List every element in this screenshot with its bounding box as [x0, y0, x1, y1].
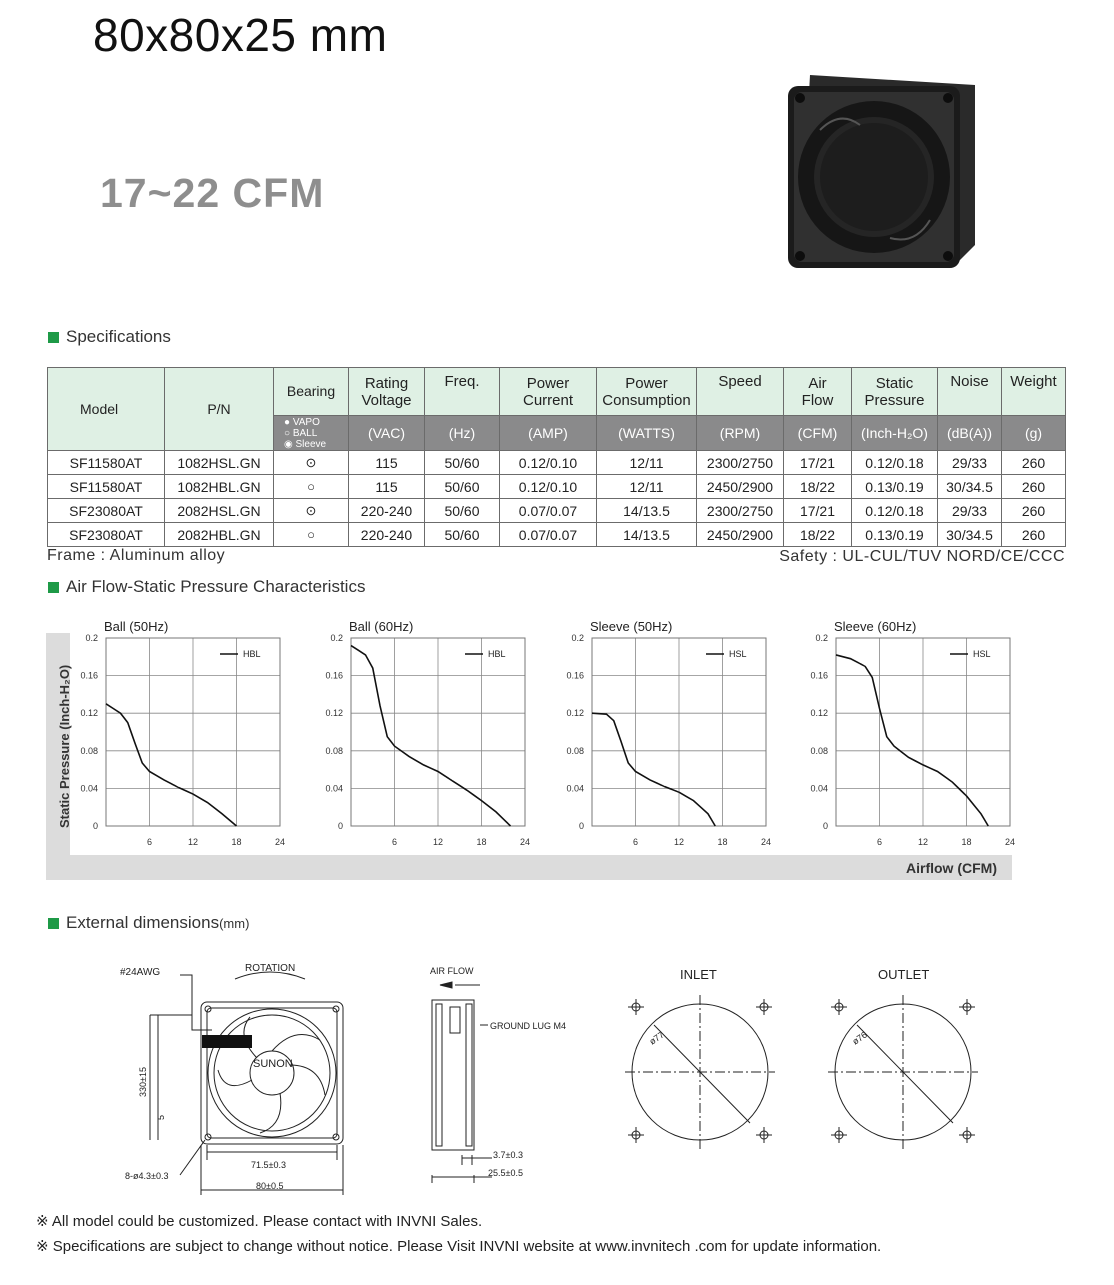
cell-model: SF23080AT: [48, 499, 165, 523]
unit-voltage: (VAC): [349, 416, 425, 451]
x-tick-label: 6: [876, 837, 883, 847]
legend-label: HSL: [729, 649, 747, 659]
cell-model: SF11580AT: [48, 451, 165, 475]
footnote-customize: ※ All model could be customized. Please contact with INVNI Sales.: [36, 1213, 483, 1230]
cell-current: 0.12/0.10: [500, 451, 597, 475]
brand-label: SUNON: [253, 1058, 293, 1070]
unit-airflow: (CFM): [784, 416, 852, 451]
y-tick-label: 0.12: [810, 708, 828, 719]
flange-label: 3.7±0.3: [493, 1150, 523, 1160]
lead-label: 330±15: [138, 1067, 148, 1097]
cell-power: 12/11: [597, 451, 697, 475]
y-tick-label: 0.16: [325, 670, 343, 681]
cell-voltage: 220-240: [349, 499, 425, 523]
cell-freq: 50/60: [425, 451, 500, 475]
x-tick-label: 12: [673, 837, 685, 847]
cell-pressure: 0.13/0.19: [852, 523, 938, 547]
x-tick-label: 6: [391, 837, 398, 847]
cell-weight: 260: [1002, 523, 1066, 547]
rotation-label: ROTATION: [245, 963, 296, 974]
cell-bearing: ○: [274, 523, 349, 547]
cell-airflow: 18/22: [784, 475, 852, 499]
cell-airflow: 17/21: [784, 451, 852, 475]
outlet-label: OUTLET: [878, 967, 930, 982]
x-tick-label: 18: [961, 837, 972, 847]
header-pressure: Static Pressure: [852, 368, 938, 416]
y-tick-label: 0.04: [325, 783, 343, 794]
y-tick-label: 0.08: [80, 745, 98, 756]
y-tick-label: 0.12: [80, 708, 98, 719]
pitch-label: 71.5±0.3: [251, 1160, 286, 1170]
y-tick-label: 0.16: [80, 670, 98, 681]
y-axis-label: Static Pressure (Inch-H₂O): [57, 664, 72, 828]
y-tick-label: 0.08: [325, 745, 343, 756]
series-line: [351, 646, 511, 826]
cell-power: 14/13.5: [597, 499, 697, 523]
cell-weight: 260: [1002, 451, 1066, 475]
cell-pn: 1082HBL.GN: [165, 475, 274, 499]
cell-noise: 29/33: [938, 451, 1002, 475]
section-specifications: Specifications: [48, 327, 171, 347]
cell-airflow: 17/21: [784, 499, 852, 523]
cell-model: SF23080AT: [48, 523, 165, 547]
y-tick-label: 0.16: [810, 670, 828, 681]
inlet-view: [625, 995, 775, 1150]
cell-pn: 1082HSL.GN: [165, 451, 274, 475]
y-tick-label: 0.2: [330, 633, 343, 643]
front-view: [150, 972, 343, 1195]
label-strip: [202, 1035, 252, 1048]
cfm-range: 17~22 CFM: [100, 170, 325, 216]
y-tick-label: 0.12: [566, 708, 584, 719]
y-tick-label: 0.04: [566, 783, 584, 794]
x-tick-label: 6: [632, 837, 639, 847]
cell-current: 0.07/0.07: [500, 523, 597, 547]
header-weight: Weight: [1002, 368, 1066, 416]
y-tick-label: 0.08: [810, 745, 828, 756]
green-square-icon: [48, 582, 59, 593]
series-line: [106, 704, 237, 826]
airflow-direction-label: AIR FLOW: [430, 966, 474, 976]
unit-freq: (Hz): [425, 416, 500, 451]
cell-pn: 2082HSL.GN: [165, 499, 274, 523]
y-tick-label: 0: [578, 821, 584, 831]
header-voltage: Rating Voltage: [349, 368, 425, 416]
size-label: 80±0.5: [256, 1181, 284, 1191]
cell-noise: 30/34.5: [938, 523, 1002, 547]
cell-pn: 2082HBL.GN: [165, 523, 274, 547]
cell-pressure: 0.12/0.18: [852, 499, 938, 523]
cell-speed: 2300/2750: [697, 451, 784, 475]
x-tick-label: 24: [519, 837, 531, 847]
cell-freq: 50/60: [425, 475, 500, 499]
header-freq: Freq.: [425, 368, 500, 416]
x-tick-label: 12: [917, 837, 929, 847]
x-tick-label: 18: [717, 837, 728, 847]
inlet-dia-label: ø77: [647, 1029, 666, 1047]
specs-table: [47, 367, 1066, 547]
series-line: [592, 713, 715, 826]
x-tick-label: 12: [432, 837, 444, 847]
cell-airflow: 18/22: [784, 523, 852, 547]
section-airflow: Air Flow-Static Pressure Characteristics: [48, 577, 365, 597]
cell-current: 0.07/0.07: [500, 499, 597, 523]
frame-note: Frame : Aluminum alloy: [47, 547, 226, 564]
cell-noise: 29/33: [938, 499, 1002, 523]
ground-lug-label: GROUND LUG M4: [490, 1021, 567, 1031]
y-tick-label: 0.2: [571, 633, 584, 643]
chart-title: Sleeve (50Hz): [590, 619, 673, 634]
chart-3: [796, 618, 1030, 846]
cell-speed: 2450/2900: [697, 475, 784, 499]
x-tick-label: 6: [146, 837, 153, 847]
cell-bearing: ⊙: [274, 451, 349, 475]
outlet-view: [828, 995, 978, 1150]
cell-weight: 260: [1002, 475, 1066, 499]
lead-tip-label: 5: [156, 1114, 166, 1120]
green-square-icon: [48, 332, 59, 343]
unit-noise: (dB(A)): [938, 416, 1002, 451]
y-tick-label: 0.2: [815, 633, 828, 643]
x-tick-label: 18: [231, 837, 242, 847]
green-square-icon: [48, 918, 59, 929]
y-tick-label: 0.2: [85, 633, 98, 643]
header-noise: Noise: [938, 368, 1002, 416]
header-pn: P/N: [165, 368, 274, 451]
unit-bearing: ● VAPO ○ BALL ◉ Sleeve: [274, 416, 349, 451]
legend-label: HBL: [243, 649, 261, 659]
y-tick-label: 0.04: [80, 783, 98, 794]
cell-freq: 50/60: [425, 499, 500, 523]
y-tick-label: 0.16: [566, 670, 584, 681]
table-row: [48, 523, 1066, 547]
cell-bearing: ⊙: [274, 499, 349, 523]
y-tick-label: 0.12: [325, 708, 343, 719]
holes-label: 8-ø4.3±0.3: [125, 1171, 169, 1181]
table-row: [48, 475, 1066, 499]
chart-1: [311, 618, 545, 846]
y-tick-label: 0: [822, 821, 828, 831]
awg-label: #24AWG: [120, 967, 161, 978]
cell-pressure: 0.12/0.18: [852, 451, 938, 475]
cell-weight: 260: [1002, 499, 1066, 523]
chart-title: Sleeve (60Hz): [834, 619, 917, 634]
dimension-drawing: [120, 955, 1000, 1205]
header-bearing: Bearing: [274, 368, 349, 416]
unit-current: (AMP): [500, 416, 597, 451]
header-power: Power Consumption: [597, 368, 697, 416]
cell-power: 12/11: [597, 475, 697, 499]
y-tick-label: 0.04: [810, 783, 828, 794]
cell-pressure: 0.13/0.19: [852, 475, 938, 499]
chart-title: Ball (60Hz): [349, 619, 414, 634]
y-tick-label: 0: [92, 821, 98, 831]
x-tick-label: 24: [760, 837, 772, 847]
header-speed: Speed: [697, 368, 784, 416]
side-view: [432, 982, 492, 1183]
chart-2: [552, 618, 786, 846]
section-dimensions: External dimensions (mm): [48, 913, 249, 933]
unit-power: (WATTS): [597, 416, 697, 451]
table-row: [48, 499, 1066, 523]
table-row: [48, 451, 1066, 475]
header-airflow: Air Flow: [784, 368, 852, 416]
chart-0: [66, 618, 300, 846]
safety-note: Safety : UL-CUL/TUV NORD/CE/CCC: [779, 548, 1065, 565]
legend-label: HSL: [973, 649, 991, 659]
series-line: [836, 655, 988, 826]
cell-voltage: 115: [349, 451, 425, 475]
outlet-dia-label: ø76: [850, 1029, 869, 1047]
cell-voltage: 220-240: [349, 523, 425, 547]
chart-title: Ball (50Hz): [104, 619, 169, 634]
cell-model: SF11580AT: [48, 475, 165, 499]
unit-weight: (g): [1002, 416, 1066, 451]
legend-label: HBL: [488, 649, 506, 659]
x-tick-label: 18: [476, 837, 487, 847]
cell-current: 0.12/0.10: [500, 475, 597, 499]
cell-power: 14/13.5: [597, 523, 697, 547]
x-tick-label: 24: [274, 837, 286, 847]
y-tick-label: 0.08: [566, 745, 584, 756]
cell-freq: 50/60: [425, 523, 500, 547]
inlet-label: INLET: [680, 967, 717, 982]
x-tick-label: 12: [187, 837, 199, 847]
header-model: Model: [48, 368, 165, 451]
depth-label: 25.5±0.5: [488, 1168, 523, 1178]
x-axis-label: Airflow (CFM): [906, 860, 997, 876]
cell-speed: 2300/2750: [697, 499, 784, 523]
fan-icon: [780, 70, 980, 280]
unit-pressure: (Inch-H₂O): [852, 416, 938, 451]
page-title: 80x80x25 mm: [93, 9, 388, 61]
cell-voltage: 115: [349, 475, 425, 499]
y-tick-label: 0: [337, 821, 343, 831]
x-tick-label: 24: [1004, 837, 1016, 847]
unit-speed: (RPM): [697, 416, 784, 451]
cell-speed: 2450/2900: [697, 523, 784, 547]
header-current: Power Current: [500, 368, 597, 416]
cell-bearing: ○: [274, 475, 349, 499]
cell-noise: 30/34.5: [938, 475, 1002, 499]
footnote-specs-change: ※ Specifications are subject to change without notice. Please Visit INVNI website at www.invnitech .com for update information.: [36, 1238, 882, 1255]
